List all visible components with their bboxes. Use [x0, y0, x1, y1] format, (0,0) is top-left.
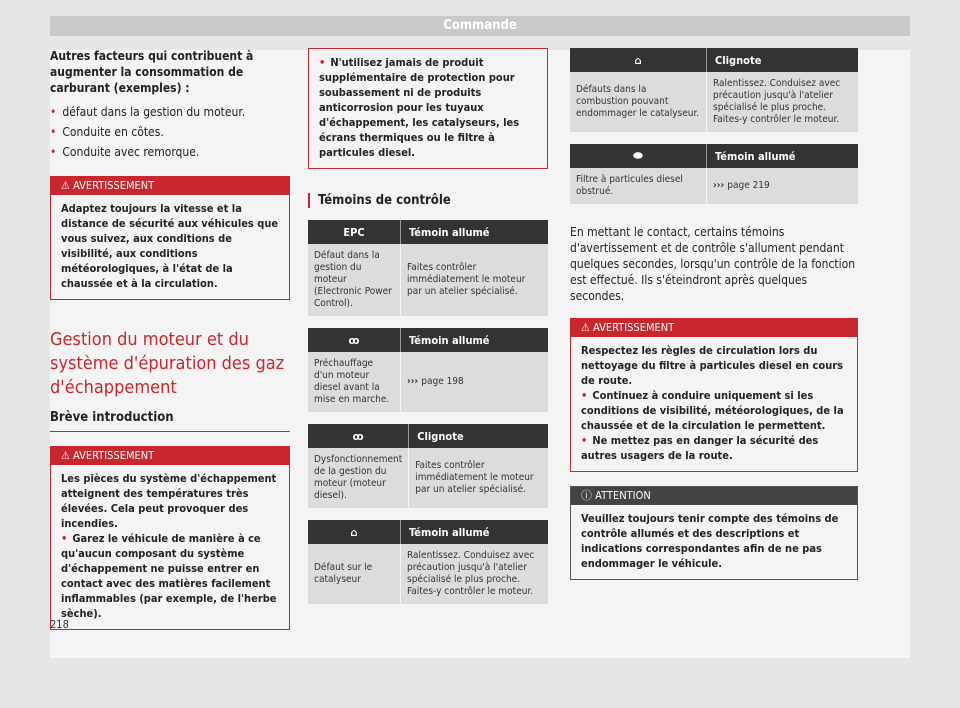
page-reference[interactable]: page 198: [421, 376, 464, 387]
table-cell: Dysfonctionnement de la gestion du moteur (moteur diesel).: [308, 448, 409, 508]
epc-icon: EPC: [308, 220, 401, 244]
table-cell: Filtre à particules diesel obstrué.: [570, 168, 707, 204]
engine-icon: ⌂: [570, 48, 707, 72]
table-cell: Ralentissez. Conduisez avec précaution jusqu'à l'atelier spécialisé le plus proche. Faites-y contrôler le moteur.: [707, 72, 859, 132]
table-cell: Ralentissez. Conduisez avec précaution jusqu'à l'atelier spécialisé le plus proche. Faites-y contrôler le moteur.: [401, 544, 549, 604]
warning-header: [51, 177, 289, 195]
warning-text: Les pièces du système d'échappement atteignent des températures très élevées. Cela peut provoquer des incendies.: [61, 472, 277, 530]
indicator-table: [308, 520, 548, 604]
warning-title: AVERTISSEMENT: [73, 449, 155, 462]
table-cell: Défauts dans la combustion pouvant endommager le catalyseur.: [570, 72, 707, 132]
attention-header: [571, 487, 857, 505]
glow-plug-icon: ꝏ: [308, 328, 401, 352]
table-cell: Défaut dans la gestion du moteur (Electronic Power Control).: [308, 244, 401, 316]
info-icon: ⓘ: [581, 489, 596, 502]
warning-icon: ⚠: [61, 449, 74, 462]
warning-bullet: • Continuez à conduire uniquement si les conditions de visibilité, météorologiques, de la chaussée et de la circulation le permettent.: [581, 388, 847, 433]
indicator-table: [308, 220, 548, 316]
warning-body: [571, 337, 857, 471]
indicator-table: [570, 144, 858, 204]
particle-filter-icon: ⬬: [570, 144, 707, 168]
table-cell: Faites contrôler immédiatement le moteur par un atelier spécialisé.: [401, 244, 549, 316]
warning-box-continued: [308, 48, 548, 169]
page-header: Commande: [50, 16, 910, 36]
table-header: Clignote: [707, 48, 859, 72]
table-header: Témoin allumé: [401, 328, 549, 352]
table-header: Témoin allumé: [707, 144, 859, 168]
table-cell: Préchauffage d'un moteur diesel avant la mise en marche.: [308, 352, 401, 412]
warning-icon: ⚠: [581, 321, 594, 334]
page-reference[interactable]: page 219: [727, 180, 770, 191]
glow-plug-icon: ꝏ: [308, 424, 409, 448]
indicator-table: [308, 328, 548, 412]
section-title: Gestion du moteur et du système d'épuration des gaz d'échappement: [50, 329, 285, 398]
list-item: • Conduite avec remorque.: [50, 142, 290, 162]
list-item: • Conduite en côtes.: [50, 122, 290, 142]
warning-box: [50, 176, 290, 300]
warning-icon: ⚠: [61, 179, 74, 192]
paragraph: En mettant le contact, certains témoins d'avertissement et de contrôle s'allument pendant quelques secondes, lorsqu'un contrôle de la fonction est effectué. Ils s'éteindront après quelques secondes.: [570, 225, 856, 303]
intro-text: Autres facteurs qui contribuent à augmenter la consommation de carburant (exemples) :: [50, 49, 254, 95]
attention-title: ATTENTION: [595, 489, 651, 502]
indicator-heading: Témoins de contrôle: [308, 193, 548, 208]
column-1: [50, 48, 290, 630]
warning-title: AVERTISSEMENT: [593, 321, 675, 334]
subsection-title: Brève introduction: [50, 410, 290, 432]
table-cell: ››› page 219: [707, 168, 859, 204]
warning-bullet: • Garez le véhicule de manière à ce qu'aucun composant du système d'échappement ne puisse entrer en contact avec des matières facilement inflammables (par exemple, de l'herbe sèche).: [61, 531, 279, 621]
warning-bullet: • Ne mettez pas en danger la sécurité des autres usagers de la route.: [581, 433, 847, 463]
warning-body: [51, 465, 289, 629]
table-cell: ››› page 198: [401, 352, 549, 412]
bullet-list: [50, 102, 290, 162]
table-header: Clignote: [409, 424, 548, 448]
warning-header: [571, 319, 857, 337]
table-header: Témoin allumé: [401, 220, 549, 244]
indicator-table: [570, 48, 858, 132]
table-cell: Faites contrôler immédiatement le moteur par un atelier spécialisé.: [409, 448, 548, 508]
engine-icon: ⌂: [308, 520, 401, 544]
warning-header: [51, 447, 289, 465]
table-cell: Défaut sur le catalyseur: [308, 544, 401, 604]
attention-text: Veuillez toujours tenir compte des témoins de contrôle allumés et des descriptions et indications correspondantes afin de ne pas endommager le véhicule.: [581, 512, 839, 570]
warning-box: [570, 318, 858, 472]
warning-bullet: • N'utilisez jamais de produit supplémentaire de protection pour soubassement ni de produits anticorrosion pour les tuyaux d'échappement, les catalyseurs, les écrans thermiques ou le filtre à particules diesel.: [319, 55, 537, 160]
warning-body: [309, 49, 547, 168]
column-2: [308, 48, 548, 616]
table-header: Témoin allumé: [401, 520, 549, 544]
column-3: [570, 48, 858, 580]
warning-text: Respectez les règles de circulation lors du nettoyage du filtre à particules diesel en cours de route.: [581, 344, 844, 387]
warning-title: AVERTISSEMENT: [73, 179, 155, 192]
indicator-table: [308, 424, 548, 508]
warning-box: [50, 446, 290, 630]
warning-text: Adaptez toujours la vitesse et la distance de sécurité aux véhicules que vous suivez, aux conditions de visibilité, aux conditions météorologiques, à l'état de la chaussée et à la circulation.: [61, 202, 279, 290]
page-number: 218: [50, 618, 69, 631]
attention-box: [570, 486, 858, 580]
list-item: • défaut dans la gestion du moteur.: [50, 102, 290, 122]
